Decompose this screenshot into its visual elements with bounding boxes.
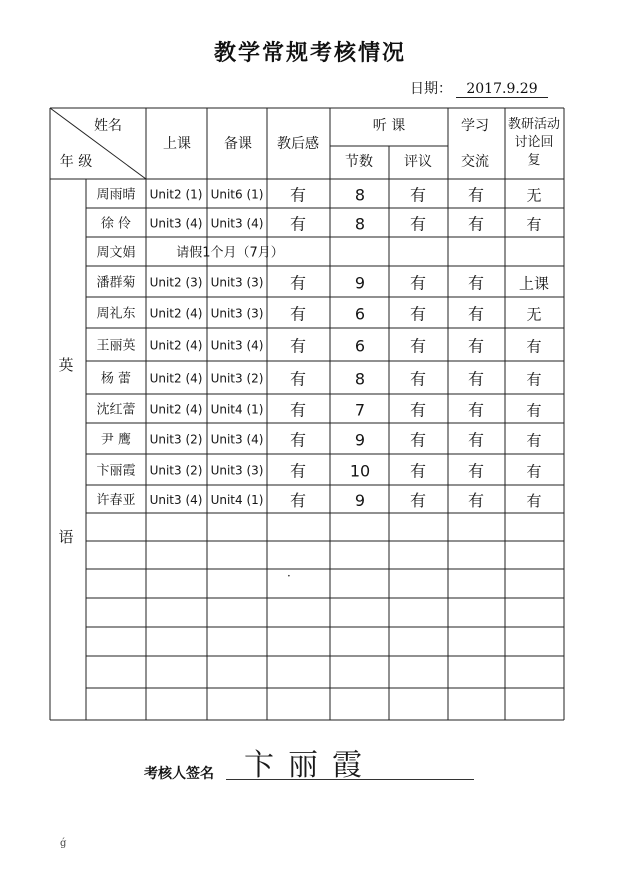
header-research-3: 复 [527,153,541,168]
reflection-cell: 有 [289,461,307,481]
header-name: 姓名 [94,118,122,134]
date-value: 2017.9.29 [456,81,548,98]
stray-dot: · [287,569,291,583]
teacher-name: 沈红蕾 [96,402,136,418]
research-cell: 上课 [518,274,550,293]
header-lesson: 上课 [163,136,191,152]
teacher-name: 周文娟 [96,245,136,261]
prep-cell: Unit3 (3) [210,306,264,321]
review-cell: 有 [409,491,427,510]
signature-label: 考核人签名 [144,766,214,782]
study-cell: 有 [467,430,485,450]
prep-cell: Unit3 (4) [210,216,264,231]
lesson-cell: Unit2 (3) [149,275,203,290]
reflection-cell: 有 [289,491,307,510]
sessions-cell: 7 [354,400,366,420]
lesson-cell: Unit3 (4) [149,493,203,507]
prep-cell: Unit3 (4) [210,432,264,447]
review-cell: 有 [409,430,427,450]
lesson-cell: Unit3 (2) [149,432,203,447]
review-cell: 有 [409,304,427,324]
study-cell: 有 [467,304,485,324]
signature-value: 卞丽霞 [244,748,376,783]
prep-cell: Unit4 (1) [210,493,264,507]
review-cell: 有 [409,400,427,420]
research-cell: 无 [526,186,542,205]
research-cell: 无 [526,305,542,324]
teacher-name: 尹 鹰 [100,432,132,448]
header-sessions: 节数 [345,154,373,170]
header-study: 学习 [461,118,489,134]
lesson-cell: Unit3 (2) [149,463,203,478]
lesson-cell: Unit2 (4) [149,338,203,353]
teacher-rows [96,186,549,511]
reflection-cell: 有 [289,304,307,324]
sessions-cell: 8 [354,369,366,389]
lesson-cell: Unit2 (1) [149,187,203,202]
research-cell: 有 [526,431,542,450]
subject-char-2: 语 [58,528,74,546]
subject-char-1: 英 [58,356,74,374]
teacher-name: 周雨晴 [96,187,136,203]
study-cell: 有 [467,491,485,510]
lesson-cell: Unit2 (4) [149,371,203,386]
reflection-cell: 有 [289,400,307,420]
study-cell: 有 [467,185,485,205]
teacher-name: 潘群菊 [96,275,136,291]
sessions-cell: 8 [354,214,366,234]
lesson-cell: Unit3 (4) [149,216,203,231]
prep-cell: Unit4 (1) [210,402,264,417]
review-cell: 有 [409,369,427,389]
sessions-cell: 6 [354,304,366,324]
sessions-cell: 8 [354,185,366,205]
teacher-name: 王丽英 [96,338,136,354]
reflection-cell: 有 [289,369,307,389]
review-cell: 有 [409,336,427,356]
reflection-cell: 有 [289,336,307,356]
study-cell: 有 [467,461,485,481]
teacher-name: 卞丽霞 [96,463,136,479]
reflection-cell: 有 [289,185,307,205]
prep-cell: Unit3 (2) [210,371,264,386]
sessions-cell: 10 [349,461,371,481]
prep-cell: Unit3 (3) [210,275,264,290]
research-cell: 有 [526,370,542,389]
study-cell: 有 [467,336,485,356]
corner-mark: ǵ [60,838,67,849]
prep-cell: Unit3 (3) [210,463,264,478]
header-grade: 年 级 [59,154,93,170]
page-title: 教学常规考核情况 [213,40,406,66]
sessions-cell: 9 [354,430,366,450]
date-label: 日期： [410,81,452,97]
teacher-name: 许春亚 [96,493,136,508]
research-cell: 有 [526,492,542,510]
reflection-cell: 有 [289,273,307,293]
review-cell: 有 [409,214,427,234]
teacher-name: 徐 伶 [100,216,132,232]
research-cell: 有 [526,215,542,234]
prep-cell: Unit3 (4) [210,338,264,353]
sessions-cell: 9 [354,273,366,293]
research-cell: 有 [526,462,542,481]
reflection-cell: 有 [289,214,307,234]
study-cell: 有 [467,214,485,234]
research-cell: 有 [526,337,542,356]
leave-note: 请假1个月（7月） [176,245,284,261]
study-cell: 有 [467,273,485,293]
lesson-cell: Unit2 (4) [149,402,203,417]
header-research: 教研活动 [507,117,561,132]
review-cell: 有 [409,273,427,293]
sessions-cell: 6 [354,336,366,356]
header-listen: 听 课 [372,118,406,134]
sessions-cell: 9 [354,491,366,510]
study-cell: 有 [467,400,485,420]
research-cell: 有 [526,401,542,420]
review-cell: 有 [409,185,427,205]
header-review: 评议 [404,154,432,170]
review-cell: 有 [409,461,427,481]
prep-cell: Unit6 (1) [210,187,264,202]
study-cell: 有 [467,369,485,389]
lesson-cell: Unit2 (4) [149,306,203,321]
header-reflection: 教后感 [277,136,319,152]
reflection-cell: 有 [289,430,307,450]
header-research-2: 讨论回 [514,135,554,150]
header-exchange: 交流 [461,154,489,170]
header-prep: 备课 [224,136,252,152]
teacher-name: 周礼东 [96,306,136,322]
teacher-name: 杨 蕾 [100,371,132,387]
